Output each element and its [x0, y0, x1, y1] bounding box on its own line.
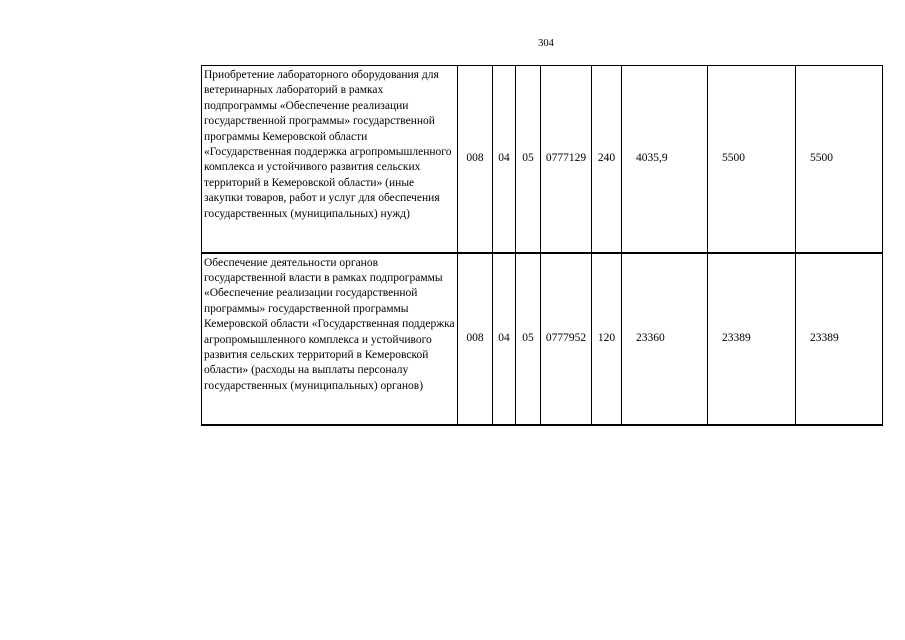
expense-type-code: 120	[592, 253, 622, 425]
target-article-code: 0777129	[541, 66, 592, 253]
subsection-code: 05	[516, 66, 541, 253]
expense-type-code: 240	[592, 66, 622, 253]
ministry-code: 008	[458, 66, 493, 253]
table-row	[202, 66, 883, 253]
amount-1: 4035,9	[622, 66, 708, 253]
amount-3: 5500	[796, 66, 883, 253]
amount-1: 23360	[622, 253, 708, 425]
amount-3: 23389	[796, 253, 883, 425]
amount-2: 5500	[708, 66, 796, 253]
row-description: Приобретение лабораторного оборудования для ветеринарных лабораторий в рамках подпрограммы «Обеспечение реализации государственной программы» государственной программы Кемеровской области «Государственная поддержка агропромышленного комплекса и устойчивого развития сельских территорий в Кемеровской области» (иные закупки товаров, работ и услуг для обеспечения государственных (муниципальных) нужд)	[202, 66, 458, 253]
table-row	[202, 253, 883, 425]
budget-table	[201, 65, 883, 426]
subsection-code: 05	[516, 253, 541, 425]
section-code: 04	[493, 253, 516, 425]
page-number: 304	[538, 38, 554, 49]
ministry-code: 008	[458, 253, 493, 425]
amount-2: 23389	[708, 253, 796, 425]
section-code: 04	[493, 66, 516, 253]
row-description: Обеспечение деятельности органов государственной власти в рамках подпрограммы «Обеспечение реализации государственной программы» государственной программы Кемеровской области «Государственная поддержка агропромышленного комплекса и устойчивого развития сельских территорий в Кемеровской области» (расходы на выплаты персоналу государственных (муниципальных) органов)	[202, 253, 458, 425]
target-article-code: 0777952	[541, 253, 592, 425]
